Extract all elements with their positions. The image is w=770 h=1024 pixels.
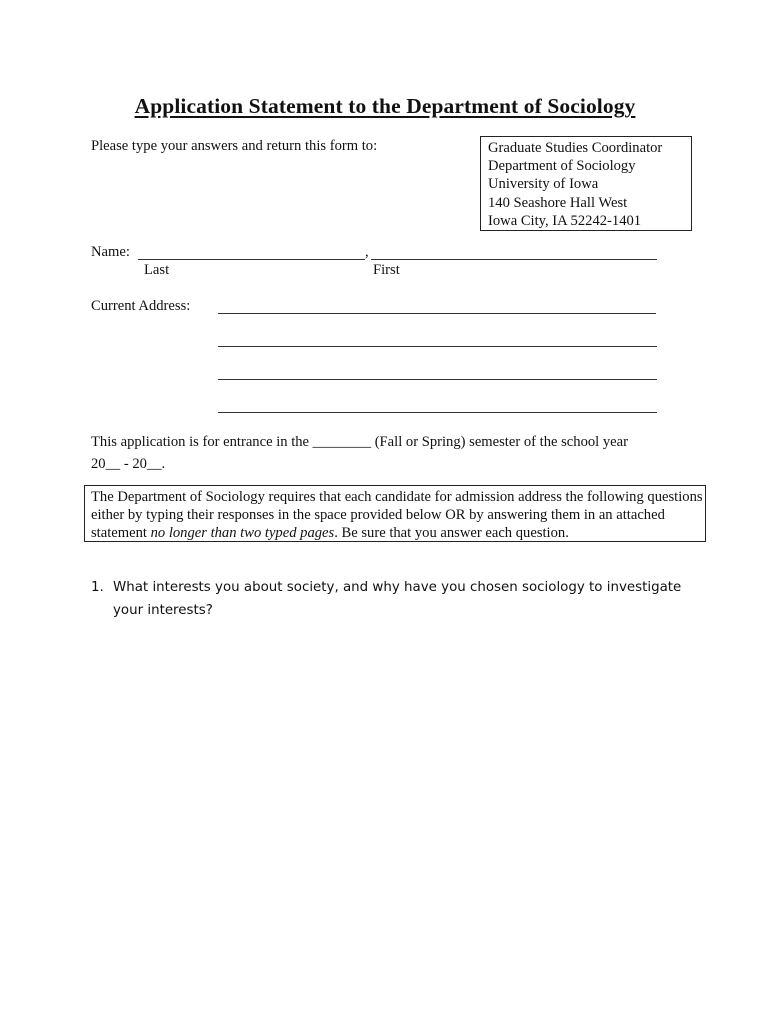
address-line-1[interactable] <box>218 313 656 314</box>
entrance-statement <box>91 432 691 475</box>
question-number: 1. <box>91 580 104 595</box>
name-separator: , <box>365 244 369 260</box>
requirements-text: The Department of Sociology requires that each candidate for admission address the following questions either by typing their responses in the space provided below OR by answering them in an attached statement <box>91 489 703 542</box>
mailing-address-box <box>480 136 692 231</box>
requirements-text-end: . Be sure that you answer each question. <box>334 525 569 542</box>
address-line-university: University of Iowa <box>488 176 599 193</box>
entrance-line-1: This application is for entrance in the ________ (Fall or Spring) semester of the school year <box>91 434 628 450</box>
page-title: Application Statement to the Department of Sociology <box>134 94 636 118</box>
address-line-4[interactable] <box>218 412 657 413</box>
question-text: What interests you about society, and why have you chosen sociology to investigate your interests? <box>113 580 682 618</box>
address-line-city: Iowa City, IA 52242-1401 <box>488 212 642 229</box>
first-name-line[interactable] <box>371 259 657 260</box>
address-line-street: 140 Seashore Hall West <box>488 194 628 211</box>
requirements-emphasis: no longer than two typed pages <box>150 525 335 542</box>
intro-text: Please type your answers and return this form to: <box>91 138 378 154</box>
address-line-department: Department of Sociology <box>488 158 636 175</box>
last-name-sublabel: Last <box>144 262 170 278</box>
current-address-label: Current Address: <box>91 298 191 314</box>
requirements-box <box>84 485 706 542</box>
name-label: Name: <box>91 244 130 260</box>
address-line-2[interactable] <box>218 346 657 347</box>
question-item <box>91 576 711 622</box>
entrance-line-2: 20__ - 20__. <box>91 455 166 472</box>
address-line-3[interactable] <box>218 379 657 380</box>
last-name-line[interactable] <box>138 259 365 260</box>
address-line-recipient: Graduate Studies Coordinator <box>488 140 663 156</box>
first-name-sublabel: First <box>373 262 400 278</box>
